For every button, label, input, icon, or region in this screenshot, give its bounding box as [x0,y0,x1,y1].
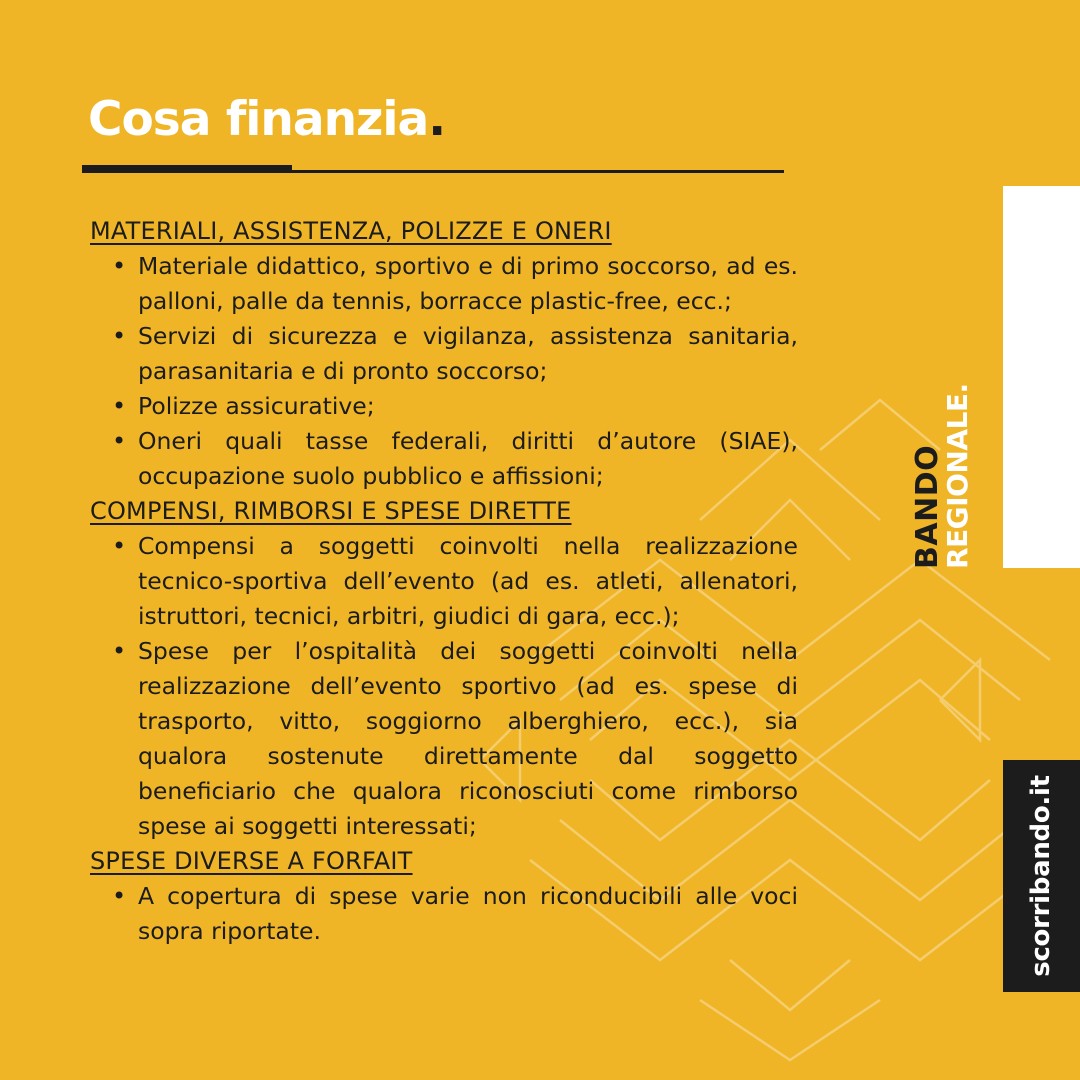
label-line-regionale: REGIONALE. [941,383,974,569]
section-list-materiali [90,249,798,494]
funding-list [90,214,798,949]
label-line-bando: BANDO [910,444,945,569]
brand-name: scorribando.it [1026,775,1056,977]
list-item: • Materiale didattico, sportivo e di primo soccorso, ad es. palloni, palle da tennis, borracce plastic-free, ecc.; [138,249,798,319]
list-item: • Spese per l’ospitalità dei soggetti coinvolti nella realizzazione dell’evento sportivo (ad es. spese di trasporto, vitto, soggiorno alberghiero, ecc.), sia qualora sostenute direttamente dal soggetto beneficiario che qualora riconosciuti come rimborso spese ai soggetti interessati; [138,634,798,844]
section-list-compensi [90,529,798,844]
title-text: Cosa finanzia [88,92,429,147]
title-underline-thin [290,170,784,173]
section-list-forfait [90,879,798,949]
bando-regionale-label [905,369,975,569]
section-heading-materiali: MATERIALI, ASSISTENZA, POLIZZE E ONERI [90,217,612,245]
list-item: • Oneri quali tasse federali, diritti d’autore (SIAE), occupazione suolo pubblico e affissioni; [138,424,798,494]
page-title [88,92,445,148]
title-underline-thick [82,165,292,173]
list-item: • A copertura di spese varie non riconducibili alle voci sopra riportate. [138,879,798,949]
section-heading-forfait: SPESE DIVERSE A FORFAIT [90,847,413,875]
list-item: • Compensi a soggetti coinvolti nella realizzazione tecnico-sportiva dell’evento (ad es. atleti, allenatori, istruttori, tecnici, arbitri, giudici di gara, ecc.); [138,529,798,634]
list-item: • Servizi di sicurezza e vigilanza, assistenza sanitaria, parasanitaria e di pronto soccorso; [138,319,798,389]
list-item: • Polizze assicurative; [138,389,798,424]
title-dot: . [428,92,446,147]
section-heading-compensi: COMPENSI, RIMBORSI E SPESE DIRETTE [90,497,572,525]
side-white-panel [1003,186,1080,568]
